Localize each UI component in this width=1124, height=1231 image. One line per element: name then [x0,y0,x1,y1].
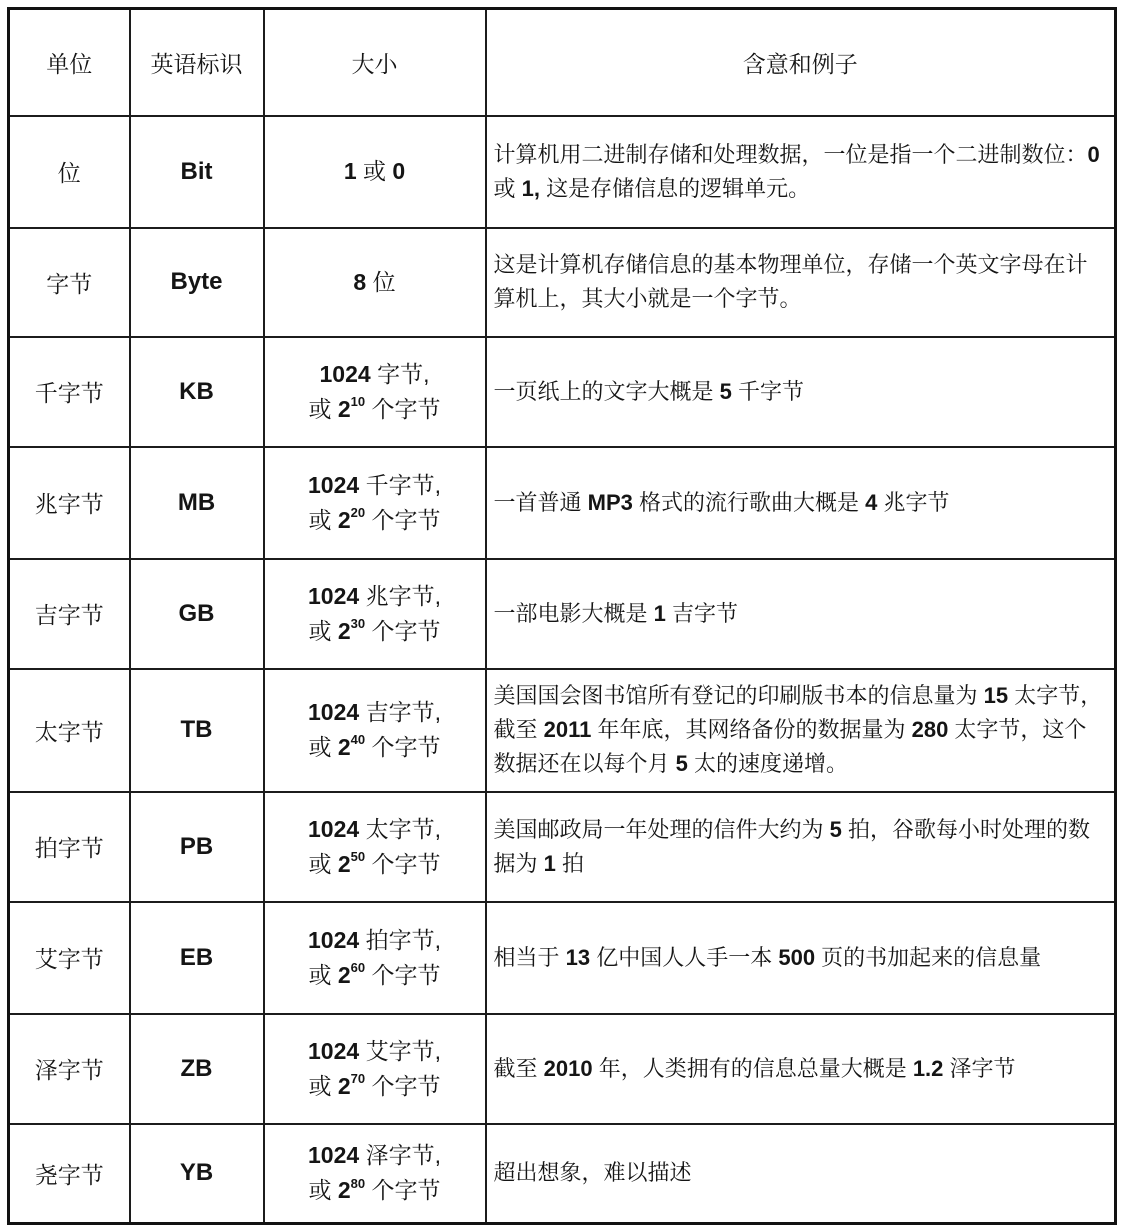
meaning-cell: 一首普通 MP3 格式的流行歌曲大概是 4 兆字节 [486,447,1116,559]
meaning-cell: 美国邮政局一年处理的信件大约为 5 拍，谷歌每小时处理的数据为 1 拍 [486,792,1116,902]
size-line1: 1024 吉字节, [308,699,441,725]
table-row-zb [9,1014,1116,1124]
size-line2: 或 $2^{20}$ 个字节 [308,504,441,533]
meaning-cell: 一部电影大概是 1 吉字节 [486,559,1116,669]
meaning-cell: 这是计算机存储信息的基本物理单位，存储一个英文字母在计算机上，其大小就是一个字节。 [486,228,1116,337]
exponent: 50 [350,848,366,864]
unit-cell: 吉字节 [9,559,130,669]
size-cell [264,669,486,792]
exponent: 30 [350,615,366,631]
size-cell [264,559,486,669]
size-cell [264,792,486,902]
english-id-cell: MB [130,447,264,559]
meaning-cell: 相当于 13 亿中国人人手一本 500 页的书加起来的信息量 [486,902,1116,1014]
size-cell [264,1124,486,1224]
unit-cell: 泽字节 [9,1014,130,1124]
english-id-cell: EB [130,902,264,1014]
size-line1: 1024 艾字节, [308,1037,441,1064]
size-line1: 1024 字节, [319,360,430,387]
unit-cell: 位 [9,116,130,228]
size-line2: 或 $2^{10}$ 个字节 [308,393,441,422]
table-row-yb [9,1124,1116,1224]
unit-cell: 尧字节 [9,1124,130,1224]
size-cell [264,447,486,559]
size-cell [264,228,486,337]
unit-cell: 拍字节 [9,792,130,902]
size-line2: 或 $2^{30}$ 个字节 [308,615,441,644]
header-unit: 单位 [9,9,130,116]
size-line2: 或 $2^{70}$ 个字节 [308,1070,441,1099]
english-id-cell: GB [130,559,264,669]
unit-cell: 字节 [9,228,130,337]
exponent: 60 [350,959,366,975]
table-row-byte [9,228,1116,337]
table-row-tb [9,669,1116,792]
table-row-eb [9,902,1116,1014]
meaning-cell: 美国国会图书馆所有登记的印刷版书本的信息量为 15 太字节，截至 2011 年年底，其网络备份的数据量为 280 太字节，这个数据还在以每个月 5 太的速度递增。 [486,669,1116,792]
english-id-cell: PB [130,792,264,902]
exponent: 40 [350,732,366,748]
table-row-mb [9,447,1116,559]
size-line2: 或 $2^{50}$ 个字节 [308,848,441,877]
unit-cell: 艾字节 [9,902,130,1014]
exponent: 70 [350,1070,366,1086]
size-line1: 1024 太字节, [308,815,441,842]
unit-cell: 千字节 [9,337,130,447]
table-row-kb [9,337,1116,447]
english-id-cell: Byte [130,228,264,337]
size-cell [264,337,486,447]
size-line1: 1024 千字节, [308,471,441,498]
size-line2: 或 $2^{60}$ 个字节 [308,959,441,988]
english-id-cell: Bit [130,116,264,228]
size-cell [264,1014,486,1124]
header-english-id: 英语标识 [130,9,264,116]
size-line1: 1024 兆字节, [308,582,441,609]
meaning-cell: 超出想象，难以描述 [486,1124,1116,1224]
header-row [9,9,1116,116]
size-line1: 1 或 0 [343,158,406,184]
meaning-cell: 一页纸上的文字大概是 5 千字节 [486,337,1116,447]
table-row-pb [9,792,1116,902]
english-id-cell: KB [130,337,264,447]
exponent: 20 [350,504,366,520]
size-cell [264,902,486,1014]
table-row-bit [9,116,1116,228]
unit-cell: 兆字节 [9,447,130,559]
size-line1: 1024 拍字节, [308,926,441,953]
english-id-cell: ZB [130,1014,264,1124]
size-line1: 1024 泽字节, [308,1142,441,1169]
unit-cell: 太字节 [9,669,130,792]
exponent: 10 [350,393,366,409]
english-id-cell: YB [130,1124,264,1224]
meaning-cell: 计算机用二进制存储和处理数据，一位是指一个二进制数位：0 或 1, 这是存储信息的逻辑单元。 [486,116,1116,228]
english-id-cell: TB [130,669,264,792]
storage-units-table [7,7,1117,1225]
size-line1: 8 位 [353,268,396,295]
exponent: 80 [350,1175,366,1191]
header-size: 大小 [264,9,486,116]
meaning-cell: 截至 2010 年，人类拥有的信息总量大概是 1.2 泽字节 [486,1014,1116,1124]
size-line2: 或 $2^{40}$ 个字节 [308,732,441,760]
size-cell [264,116,486,228]
table-row-gb [9,559,1116,669]
header-meaning-examples: 含意和例子 [486,9,1116,116]
size-line2: 或 $2^{80}$ 个字节 [308,1175,441,1204]
